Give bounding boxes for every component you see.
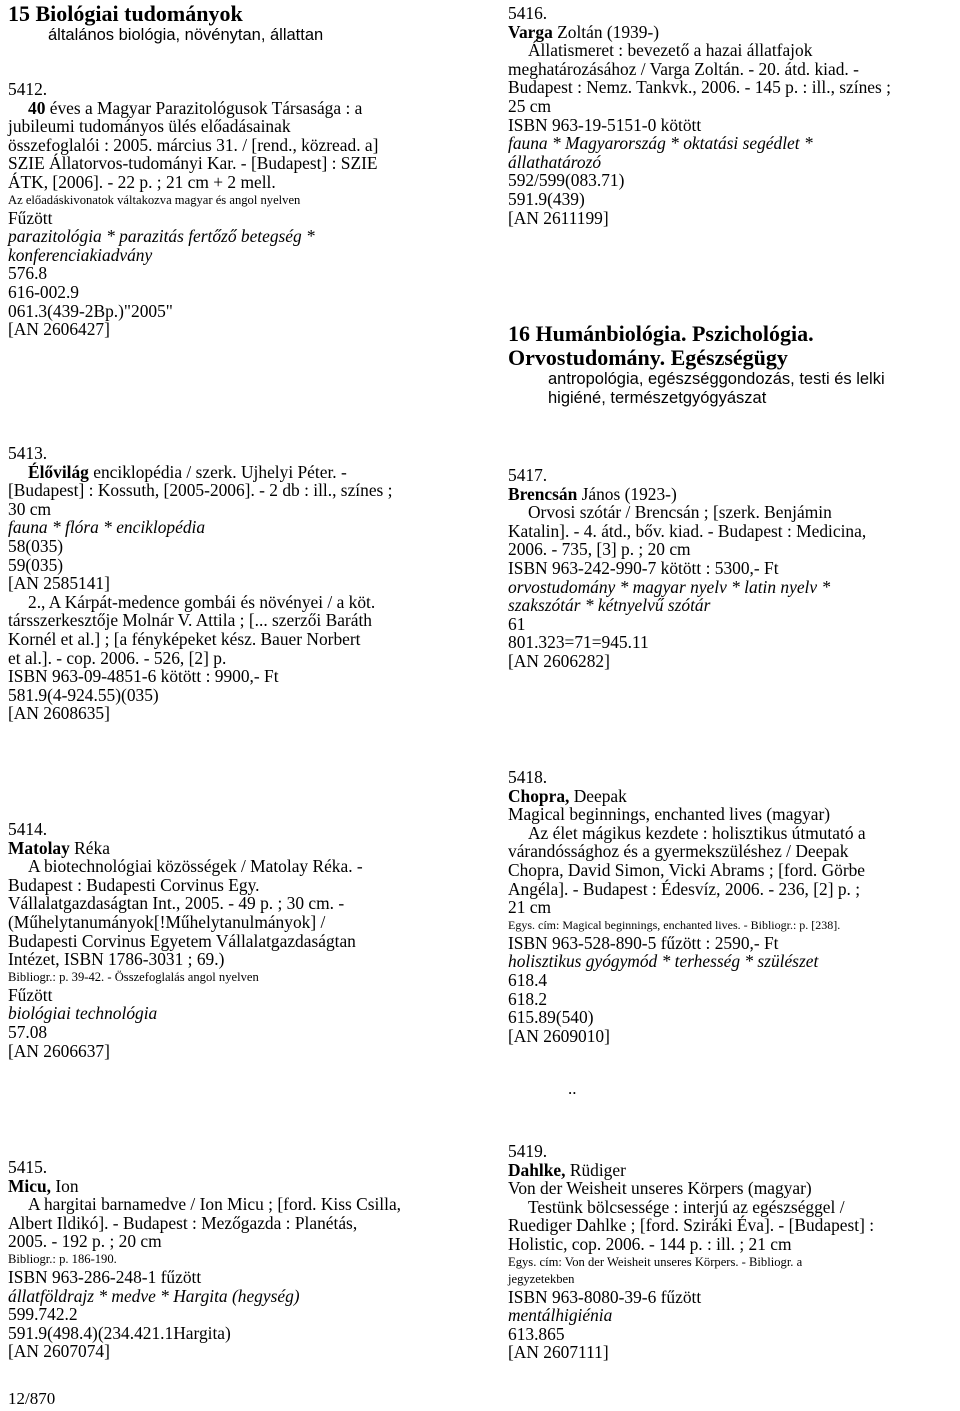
entry-classification: 599.742.2 [8,1304,78,1325]
entry-subjects: állatföldrajz * medve * Hargita (hegység) [8,1285,300,1306]
entry-title-line: A biotechnológiai közösségek / Matolay Réka. - [28,856,363,877]
entry-isbn: ISBN 963-528-890-5 fűzött : 2590,- Ft [508,932,779,953]
entry-5415 [8,1158,401,1361]
entry-line: Intézet, ISBN 1786-3031 ; 69.) [8,949,225,970]
entry-classification: 576.8 [8,263,48,284]
entry-an: [AN 2607074] [8,1341,110,1362]
entry-isbn: ISBN 963-286-248-1 fűzött [8,1266,202,1287]
entry-line: Budapest : Nemz. Tankvk., 2006. - 145 p. : ill., színes ; [508,77,891,98]
entry-line: Chopra, David Simon, Vicki Abrams ; [ford. Görbe [508,859,866,880]
entry-5417 [508,466,866,671]
entry-classification: 591.9(439) [508,188,585,209]
entry-line: SZIE Állatorvos-tudományi Kar. - [Budapest] : SZIE [8,153,378,174]
entry-an: [AN 2606427] [8,319,110,340]
entry-binding: Fűzött [8,984,53,1005]
entry-an: [AN 2609010] [508,1025,610,1046]
entry-line: társszerkesztője Molnár V. Attila ; [... szerzői Baráth [8,610,372,631]
entry-line: várandóssághoz és a gyermekszüléshez / Deepak [508,841,849,862]
section-16-title: 16 Humánbiológia. Pszichológia. [508,321,814,346]
entry-number: 5412. [8,79,48,99]
entry-line: ÁTK, [2006]. - 22 p. ; 21 cm + 2 mell. [8,171,276,192]
section-15-header [8,2,323,45]
entry-author [508,787,866,806]
entry-classification: 618.2 [508,988,548,1009]
entry-line: Ruediger Dahlke ; [ford. Sziráki Éva]. - [Budapest] : [508,1215,875,1236]
entry-title-line: Az élet mágikus kezdete : holisztikus útmutató a [528,822,866,843]
entry-number: 5413. [8,443,48,463]
entry-an: [AN 2606282] [508,650,610,671]
entry-isbn: ISBN 963-242-990-7 kötött : 5300,- Ft [508,557,779,578]
entry-an: [AN 2606637] [8,1040,110,1061]
entry-5412 [8,80,378,339]
author-rest: Deepak [569,785,627,806]
entry-line: 21 cm [508,897,551,918]
entry-line: Albert Ildikó]. - Budapest : Mezőgazda : Planétás, [8,1212,358,1233]
entry-note: Bibliogr.: p. 186-190. [8,1251,117,1266]
entry-subjects: konferenciakiadvány [8,244,153,265]
entry-subjects: szakszótár * kétnyelvű szótár [508,595,711,616]
entry-title-line: Testünk bölcsessége : interjú az egészséggel / [528,1196,845,1217]
entry-line: Katalin]. - 4. átd., bőv. kiad. - Budapest : Medicina, [508,520,867,541]
entry-note: Bibliogr.: p. 39-42. - Összefoglalás angol nyelven [8,969,259,984]
entry-note: Egys. cím: Von der Weisheit unseres Körpers. - Bibliogr. a [508,1254,803,1269]
entry-classification: 592/599(083.71) [508,170,625,191]
entry-original-title: Magical beginnings, enchanted lives (magyar) [508,804,831,825]
entry-number: 5419. [508,1141,548,1161]
author-rest: Réka [69,837,110,858]
section-16-subtitle: higiéné, természetgyógyászat [548,389,767,407]
entry-classification: 801.323=71=945.11 [508,632,649,653]
entry-subjects: mentálhigiénia [508,1305,613,1326]
entry-title-line [8,463,393,482]
entry-classification: 613.865 [508,1323,565,1344]
entry-line: jubileumi tudományos ülés előadásainak [8,116,291,137]
entry-classification: 061.3(439-2Bp.)"2005" [8,300,173,321]
section-16-header [508,322,885,408]
entry-line: Vállalatgazdaságtan Int., 2005. - 49 p. ; 30 cm. - [8,893,345,914]
author-surname: Dahlke, [508,1159,566,1180]
author-rest: János (1923-) [577,483,677,504]
author-surname: Micu, [8,1175,51,1196]
section-15-title: 15 Biológiai tudományok [8,1,243,26]
entry-author [508,485,866,504]
entry-classification: 57.08 [8,1021,48,1042]
author-surname: Brencsán [508,483,578,504]
entry-line: Holistic, cop. 2006. - 144 p. : ill. ; 21 cm [508,1233,792,1254]
entry-line: Budapest : Budapesti Corvinus Egy. [8,874,260,895]
entry-line: Angéla]. - Budapest : Édesvíz, 2006. - 236, [2] p. ; [508,878,861,899]
entry-note: Egys. cím: Magical beginnings, enchanted lives. - Bibliogr.: p. [238]. [508,917,841,932]
entry-title-line [8,99,378,118]
entry-line: összefoglalói : 2005. március 31. / [rend., közread. a] [8,134,379,155]
entry-note: jegyzetekben [508,1271,575,1286]
author-surname: Varga [508,21,553,42]
entry-classification: 58(035) [8,535,64,556]
entry-number: 5415. [8,1157,48,1177]
entry-line: Kornél et al.] ; [a fényképeket kész. Bauer Norbert [8,628,361,649]
entry-line: 25 cm [508,95,551,116]
entry-subjects: fauna * Magyarország * oktatási segédlet * [508,133,813,154]
page-number: 12/870 [8,1389,56,1408]
entry-isbn: ISBN 963-19-5151-0 kötött [508,114,702,135]
entry-an: [AN 2607111] [508,1342,609,1363]
section-16-subtitle: antropológia, egészséggondozás, testi és lelki [548,370,885,388]
entry-title-line: Orvosi szótár / Brencsán ; [szerk. Benjámin [528,502,832,523]
entry-line: 2005. - 192 p. ; 20 cm [8,1231,162,1252]
entry-line: [Budapest] : Kossuth, [2005-2006]. - 2 db : ill., színes ; [8,480,393,501]
entry-classification: 61 [508,613,526,634]
author-rest: Rüdiger [565,1159,626,1180]
section-15-subtitle: általános biológia, növénytan, állattan [48,26,324,44]
entry-5419 [508,1142,874,1362]
entry-number: 5418. [508,767,548,787]
entry-classification: 591.9(498.4)(234.421.1Hargita) [8,1322,231,1343]
separator-dots: .. [568,1079,577,1098]
entry-author [8,1177,401,1196]
entry-an: [AN 2611199] [508,207,609,228]
entry-title-line: A hargitai barnamedve / Ion Micu ; [ford. Kiss Csilla, [28,1194,402,1215]
section-16-title: Orvostudomány. Egészségügy [508,345,788,370]
entry-author [508,23,891,42]
entry-5413 [8,444,393,723]
author-surname: Matolay [8,837,70,858]
entry-classification: 581.9(4-924.55)(035) [8,684,159,705]
entry-subjects: állathatározó [508,151,602,172]
entry-line: (Műhelytanumányok[!Műhelytanulmányok] / [8,911,326,932]
entry-subjects: fauna * flóra * enciklopédia [8,517,206,538]
entry-title-line: Állatismeret : bevezető a hazai állatfajok [528,40,813,61]
author-rest: Zoltán (1939-) [552,21,660,42]
author-rest: Ion [50,1175,79,1196]
entry-line: meghatározásához / Varga Zoltán. - 20. átd. kiad. - [508,58,859,79]
entry-5418 [508,768,866,1045]
entry-original-title: Von der Weisheit unseres Körpers (magyar) [508,1178,812,1199]
entry-line: et al.]. - cop. 2006. - 526, [2] p. [8,647,227,668]
title-rest: enciklopédia / szerk. Ujhelyi Péter. - [88,461,347,482]
entry-classification: 615.89(540) [508,1007,594,1028]
title-lead: Élővilág [28,461,89,482]
entry-5414 [8,820,363,1060]
entry-an: [AN 2585141] [8,573,110,594]
entry-binding: Fűzött [8,207,53,228]
entry-note: Az előadáskivonatok váltakozva magyar és angol nyelven [8,192,301,207]
entry-line: Budapesti Corvinus Egyetem Vállalatgazdaságtan [8,930,356,951]
entry-number: 5414. [8,819,48,839]
entry-5416 [508,4,891,227]
entry-isbn: ISBN 963-8080-39-6 fűzött [508,1286,702,1307]
entry-line: 30 cm [8,498,51,519]
title-rest: éves a Magyar Parazitológusok Társasága : a [45,97,363,118]
entry-subjects: parazitológia * parazitás fertőző betegség * [8,226,315,247]
entry-classification: 59(035) [8,554,64,575]
entry-number: 5416. [508,3,548,23]
entry-subjects: orvostudomány * magyar nyelv * latin nyelv * [508,576,831,597]
entry-author [8,839,363,858]
author-surname: Chopra, [508,785,570,806]
entry-line: 2006. - 735, [3] p. ; 20 cm [508,539,691,560]
entry-classification: 616-002.9 [8,281,80,302]
entry-subjects: biológiai technológia [8,1003,158,1024]
entry-isbn: ISBN 963-09-4851-6 kötött : 9900,- Ft [8,666,279,687]
title-lead: 40 [28,97,46,118]
entry-volume-line: 2., A Kárpát-medence gombái és növényei / a köt. [28,591,376,612]
entry-subjects: holisztikus gyógymód * terhesség * szülészet [508,951,819,972]
entry-an: [AN 2608635] [8,703,110,724]
entry-author [508,1161,874,1180]
entry-number: 5417. [508,465,548,485]
entry-classification: 618.4 [508,969,548,990]
